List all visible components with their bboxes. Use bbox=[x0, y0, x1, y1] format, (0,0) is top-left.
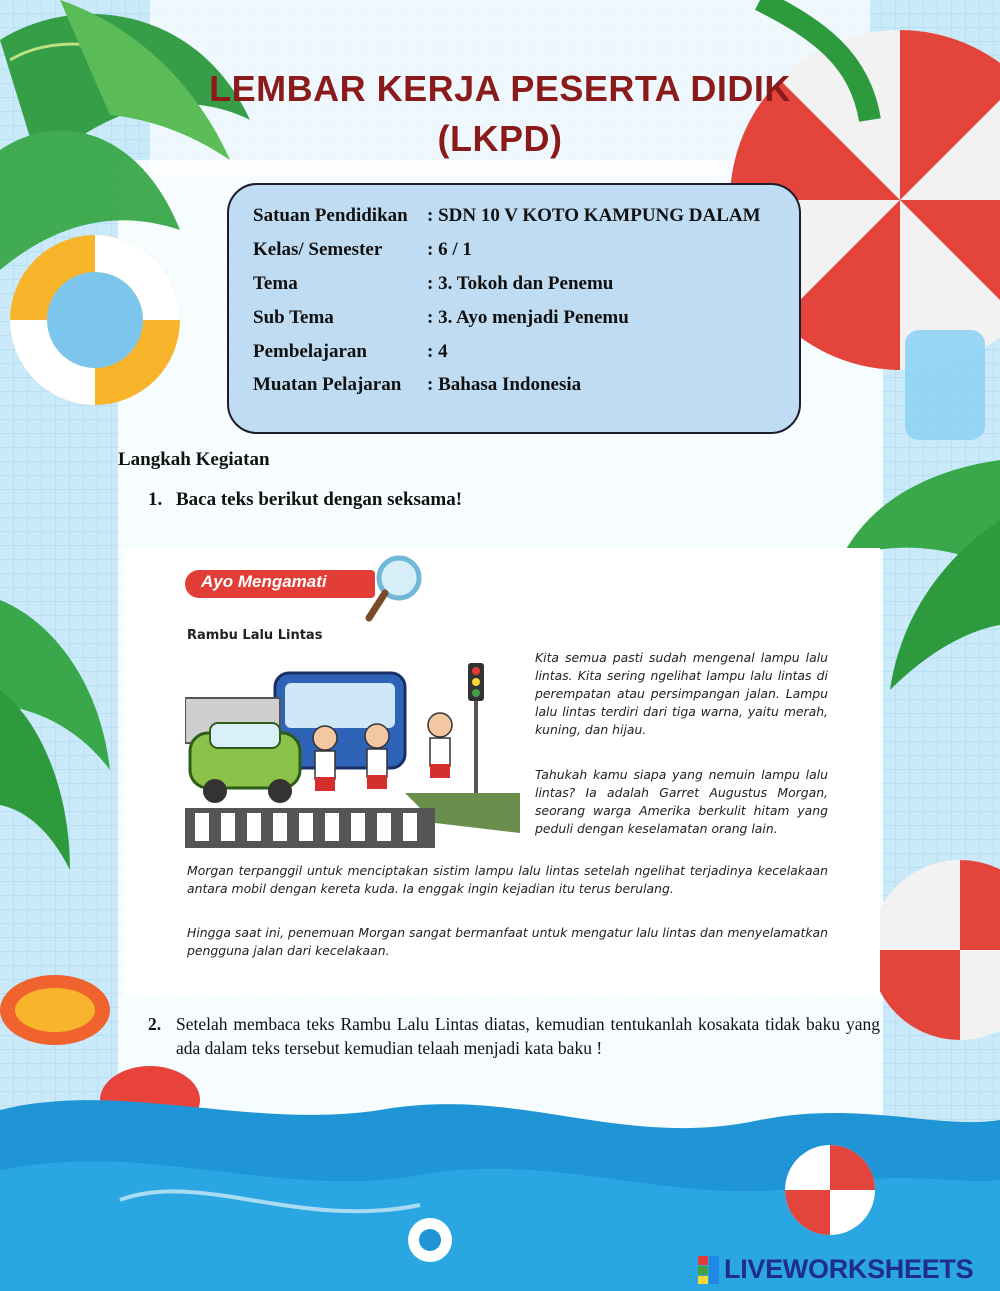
reading-paragraph-2: Tahukah kamu siapa yang nemuin lampu lalu lintas? Ia adalah Garret Augustus Morgan, seorang warga Amerika berkulit hitam yang peduli dengan keselamatan orang lain. bbox=[535, 767, 828, 836]
liveworksheets-brand[interactable]: LIVEWORKSHEETS bbox=[724, 1254, 974, 1284]
info-row-subtheme: Sub Tema : 3. Ayo menjadi Penemu bbox=[253, 307, 629, 328]
worksheet-subtitle: (LKPD) bbox=[437, 118, 563, 159]
magnifier-icon bbox=[357, 552, 427, 624]
info-row-lesson: Pembelajaran : 4 bbox=[253, 341, 448, 362]
info-row-subject: Muatan Pelajaran : Bahasa Indonesia bbox=[253, 374, 582, 395]
question-1: 1. Baca teks berikut dengan seksama! bbox=[148, 489, 463, 510]
swim-ring-left bbox=[10, 235, 180, 405]
liveworksheets-logo-icon bbox=[698, 1256, 720, 1284]
info-row-theme: Tema : 3. Tokoh dan Penemu bbox=[253, 273, 614, 294]
reading-paragraph-3: Morgan terpanggil untuk menciptakan sistim lampu lalu lintas setelah ngelihat terjadinya kecelakaan antara mobil dengan kereta kuda. Ia enggak ingin kejadian itu terus berulang. bbox=[187, 863, 828, 896]
reading-paragraph-4: Hingga saat ini, penemuan Morgan sangat bermanfaat untuk mengatur lalu lintas dan menyelamatkan pengguna jalan dari kecelakaan. bbox=[187, 925, 828, 958]
reading-panel bbox=[125, 548, 880, 996]
info-row-school: Satuan Pendidikan : SDN 10 V KOTO KAMPUNG DALAM bbox=[253, 205, 761, 226]
traffic-illustration bbox=[185, 663, 520, 848]
swim-ring-bottom bbox=[408, 1218, 452, 1262]
worksheet-title: LEMBAR KERJA PESERTA DIDIK bbox=[209, 68, 791, 109]
umbrella-bottom-right bbox=[785, 1145, 875, 1235]
reading-paragraph-1: Kita semua pasti sudah mengenal lampu lalu lintas. Kita sering ngelihat lampu lalu lintas di perempatan atau persimpangan jalan. Lampu lalu lintas terdiri dari tiga warna, yaitu merah, kuning, dan hijau. bbox=[535, 650, 828, 737]
steps-heading: Langkah Kegiatan bbox=[118, 449, 270, 470]
story-title: Rambu Lalu Lintas bbox=[187, 628, 323, 643]
info-box bbox=[227, 183, 801, 434]
badge-label: Ayo Mengamati bbox=[201, 572, 327, 591]
info-row-class: Kelas/ Semester : 6 / 1 bbox=[253, 239, 472, 260]
